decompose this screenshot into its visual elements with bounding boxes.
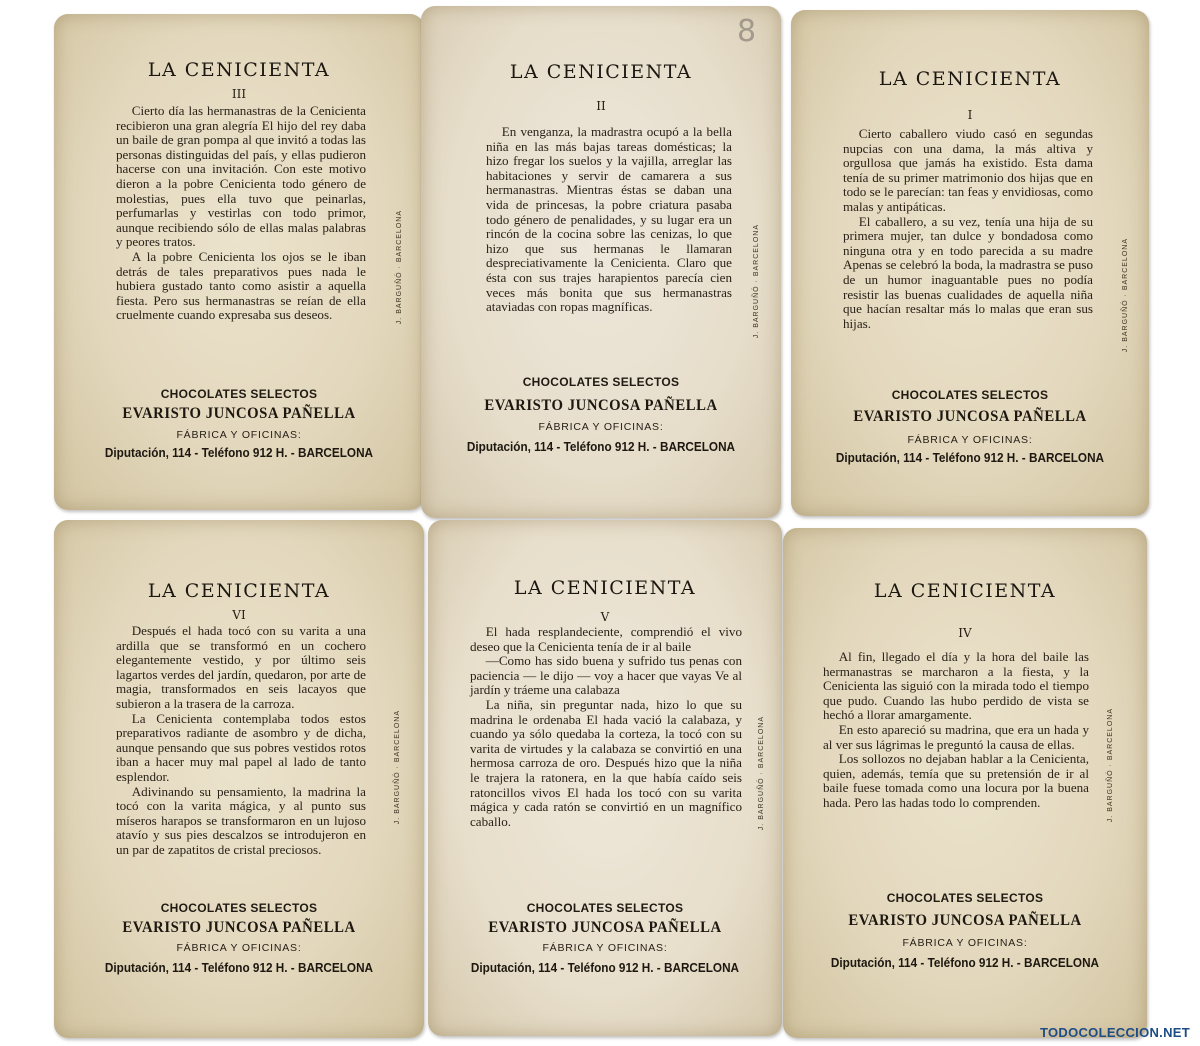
story-paragraph: El hada resplandeciente, comprendió el vivo deseo que la Cenicienta tenía de ir al baile	[470, 624, 742, 654]
card-numeral: I	[967, 108, 973, 122]
footer-address: Diputación, 114 - Teléfono 912 H. - BARCELONA	[466, 440, 736, 454]
story-paragraph: A la pobre Cenicienta los ojos se le iban detrás de tales preparativos pues nada le hubiera gustado tanto como asistir a aquella fiesta. Pero sus hermanastras se reían de ella cruelmente cuando expresaba sus deseos.	[116, 248, 366, 323]
card-title: LA CENICIENTA	[873, 580, 1057, 602]
footer-brand-line: CHOCOLATES SELECTOS	[522, 375, 680, 389]
story-paragraph: Cierto caballero viudo casó en segundas nupcias con una dama, la más altiva y orgullosa que jamás ha existido. Esta dama tenía de su primer matrimonio dos hijas que en todo se le parecían: tan feas y envidiosas, como malas y antipáticas.	[843, 126, 1093, 214]
story-text	[116, 624, 366, 858]
printer-credit: J. BARGUÑÓ · BARCELONA	[758, 716, 765, 831]
card-numeral: II	[596, 99, 606, 113]
footer-company: EVARISTO JUNCOSA PAÑELLA	[848, 912, 1082, 929]
pencil-mark: 8	[737, 14, 757, 49]
cinderella-card-6	[54, 520, 424, 1038]
footer-factory: FÁBRICA Y OFICINAS:	[176, 429, 302, 441]
story-text	[486, 125, 732, 315]
watermark: TODOCOLECCION.NET	[1039, 1025, 1190, 1040]
card-title: LA CENICIENTA	[147, 580, 331, 602]
card-title: LA CENICIENTA	[147, 59, 331, 81]
printer-credit: J. BARGUÑÓ · BARCELONA	[394, 710, 401, 825]
footer-factory: FÁBRICA Y OFICINAS:	[542, 942, 668, 954]
card-numeral: IV	[958, 626, 972, 640]
cinderella-card-1	[791, 10, 1149, 516]
cinderella-card-2	[421, 6, 781, 518]
footer-address: Diputación, 114 - Teléfono 912 H. - BARCELONA	[104, 446, 374, 460]
story-text	[116, 104, 366, 323]
story-paragraph: —Como has sido buena y sufrido tus penas con paciencia — le dijo — voy a hacer que vayas Ve al jardín y tráeme una calabaza	[470, 653, 742, 698]
story-paragraph: La Cenicienta contemplaba todos estos preparativos radiante de asombro y de dicha, aunque pensando que sus pobres vestidos rotos iban a hacer muy mal papel al lado de tanto esplendor.	[116, 710, 366, 784]
story-paragraph: En venganza, la madrastra ocupó a la bella niña en las más bajas tareas domésticas; la hizo fregar los suelos y la vajilla, arreglar las habitaciones y servir de camarera a sus hermanastras. Mientras éstas se daban una vida de princesas, la pobre criatura pasaba todo género de penalidades, y su lugar era un rincón de la cocina sobre las cenizas, lo que hizo que sus hermanas le llamaran despreciativamente la Cenicienta. Claro que ésta con sus trajes harapientos parecía cien veces más bonita que sus hermanastras ataviadas con ropas magníficas.	[486, 124, 732, 315]
story-paragraph: El caballero, a su vez, tenía una hija de su primera mujer, tan dulce y bondadosa como ninguna otra y en todo parecida a su madre Apenas se celebró la boda, la madrastra se puso de un humor inaguantable pues no podía resistir las buenas cualidades de aquella niña que hacían resaltar más lo malas que eran sus hijas.	[843, 213, 1093, 331]
footer-brand-line: CHOCOLATES SELECTOS	[886, 891, 1044, 905]
footer-company: EVARISTO JUNCOSA PAÑELLA	[488, 919, 722, 936]
footer-factory: FÁBRICA Y OFICINAS:	[538, 421, 664, 433]
story-paragraph: Adivinando su pensamiento, la madrina la tocó con la varita mágica, y al punto sus míseros harapos se transformaron en un lujoso atavío y sus pies descalzos se introdujeron en un par de zapatitos de cristal preciosos.	[116, 783, 366, 857]
story-paragraph: Los sollozos no dejaban hablar a la Cenicienta, quien, además, temía que su pretensión de ir al baile fuese tomada como una locura por la buena hada. Pero las hadas todo lo comprenden.	[823, 751, 1089, 810]
footer-factory: FÁBRICA Y OFICINAS:	[902, 937, 1028, 949]
printer-credit: J. BARGUÑÓ · BARCELONA	[1122, 238, 1129, 353]
printer-credit: J. BARGUÑÓ · BARCELONA	[1107, 708, 1114, 823]
printer-credit: J. BARGUÑÓ · BARCELONA	[396, 210, 403, 325]
footer-brand-line: CHOCOLATES SELECTOS	[526, 901, 684, 915]
printer-credit: J. BARGUÑÓ · BARCELONA	[753, 224, 760, 339]
footer-factory: FÁBRICA Y OFICINAS:	[907, 434, 1033, 446]
card-title: LA CENICIENTA	[509, 61, 693, 83]
story-paragraph: Al fin, llegado el día y la hora del baile las hermanastras se marcharon a la fiesta, y la Cenicienta las siguió con la mirada todo el tiempo que pudo. Cuando las hubo perdido de vista se hechó a llorar amargamente.	[823, 649, 1089, 723]
footer-address: Diputación, 114 - Teléfono 912 H. - BARCELONA	[104, 961, 374, 975]
card-numeral: III	[231, 87, 247, 101]
footer-company: EVARISTO JUNCOSA PAÑELLA	[122, 919, 356, 936]
footer-address: Diputación, 114 - Teléfono 912 H. - BARCELONA	[470, 961, 740, 975]
card-numeral: V	[600, 610, 610, 624]
footer-address: Diputación, 114 - Teléfono 912 H. - BARCELONA	[830, 956, 1100, 970]
footer-company: EVARISTO JUNCOSA PAÑELLA	[484, 397, 718, 414]
card-numeral: VI	[232, 608, 246, 622]
story-text	[843, 127, 1093, 331]
card-title: LA CENICIENTA	[513, 577, 697, 599]
footer-company: EVARISTO JUNCOSA PAÑELLA	[122, 405, 356, 422]
story-paragraph: Cierto día las hermanastras de la Cenicienta recibieron una gran alegría El hijo del rey daba un baile de gran pompa al que invitó a todas las personas distinguidas del país, y ellas pudieron hacerse con una invitación. Con este motivo dieron a la pobre Cenicienta todo género de molestias, pues ella tuvo que peinarlas, perfumarlas y vestirlas con todo primor, aunque recibiendo sólo de ellas malas palabras y peores tratos.	[116, 103, 366, 250]
story-text	[823, 650, 1089, 811]
footer-factory: FÁBRICA Y OFICINAS:	[176, 942, 302, 954]
footer-brand-line: CHOCOLATES SELECTOS	[891, 388, 1049, 402]
cinderella-card-5	[428, 520, 782, 1036]
story-paragraph: En esto apareció su madrina, que era un hada y al ver sus lágrimas le preguntó la causa de ellas.	[823, 721, 1089, 752]
cinderella-card-3	[54, 14, 424, 510]
card-title: LA CENICIENTA	[878, 68, 1062, 90]
story-text	[470, 625, 742, 829]
story-paragraph: Después el hada tocó con su varita a una ardilla que se transformó en un cochero elegantemente vestido, y por último seis lagartos verdes del jardín, quedaron, por arte de magia, transformados en seis lacayos que subieron a la trasera de la carroza.	[116, 623, 366, 711]
story-paragraph: La niña, sin preguntar nada, hizo lo que su madrina le ordenaba El hada vació la calabaza, y cuando ya sólo quedaba la corteza, la tocó con su varita de virtudes y la calabaza se convirtió en una hermosa carroza de oro. Después hizo que la niña le trajera la ratonera, en la que había caído seis ratoncillos vivos El hada los tocó con su varita mágica y cada ratón se convirtió en un magnífico caballo.	[470, 696, 742, 829]
footer-address: Diputación, 114 - Teléfono 912 H. - BARCELONA	[835, 451, 1105, 465]
cinderella-card-4	[783, 528, 1147, 1038]
footer-brand-line: CHOCOLATES SELECTOS	[160, 387, 318, 401]
footer-company: EVARISTO JUNCOSA PAÑELLA	[853, 408, 1087, 425]
footer-brand-line: CHOCOLATES SELECTOS	[160, 901, 318, 915]
